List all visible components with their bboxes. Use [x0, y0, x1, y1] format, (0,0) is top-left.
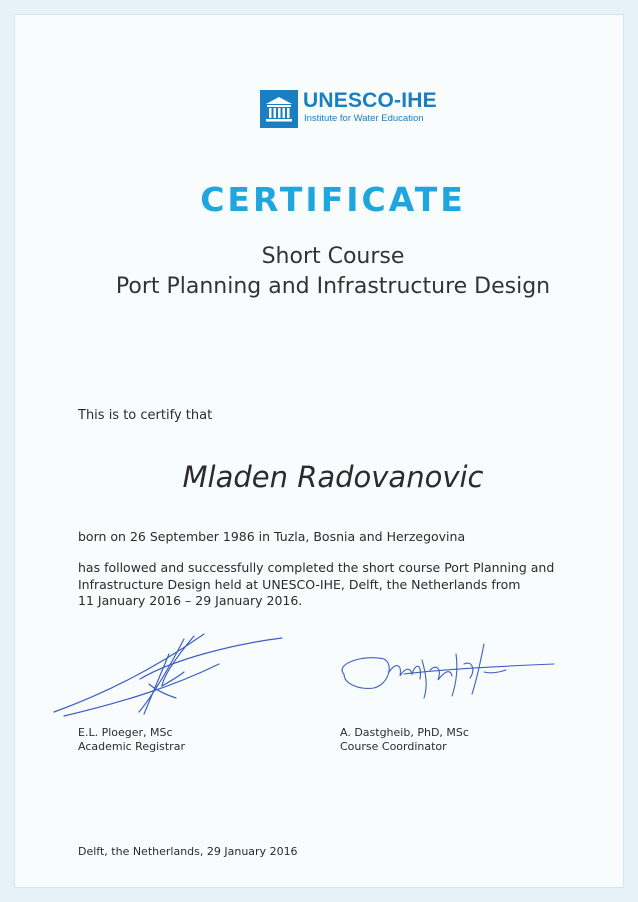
paragraph-line: has followed and successfully completed the short course Port Planning and: [78, 560, 555, 575]
paragraph-line: 11 January 2016 – 29 January 2016.: [78, 593, 303, 608]
right-signatory-role: Course Coordinator: [340, 740, 447, 753]
recipient-name: Mladen Radovanovic: [182, 460, 484, 494]
logo-title: UNESCO-IHE: [303, 89, 437, 112]
course-type: Short Course: [261, 244, 405, 269]
left-signature: [54, 634, 282, 716]
logo-subtitle: Institute for Water Education: [304, 113, 424, 124]
unesco-temple-icon: [260, 90, 298, 128]
left-signatory-name: E.L. Ploeger, MSc: [78, 726, 173, 739]
course-name: Port Planning and Infrastructure Design: [115, 274, 551, 299]
paragraph-line: Infrastructure Design held at UNESCO-IHE, Delft, the Netherlands from: [78, 576, 521, 592]
left-signatory: [78, 726, 185, 754]
birth-details: born on 26 September 1986 in Tuzla, Bosnia and Herzegovina: [78, 529, 466, 544]
left-signatory-role: Academic Registrar: [78, 740, 185, 753]
certificate-title: CERTIFICATE: [200, 180, 466, 219]
right-signature: [342, 644, 554, 698]
signatures-graphic: [44, 624, 564, 724]
place-date: Delft, the Netherlands, 29 January 2016: [78, 845, 298, 858]
certify-text: This is to certify that: [78, 408, 213, 423]
right-signatory: [340, 726, 469, 754]
completion-paragraph: [78, 560, 558, 610]
right-signatory-name: A. Dastgheib, PhD, MSc: [340, 726, 469, 739]
